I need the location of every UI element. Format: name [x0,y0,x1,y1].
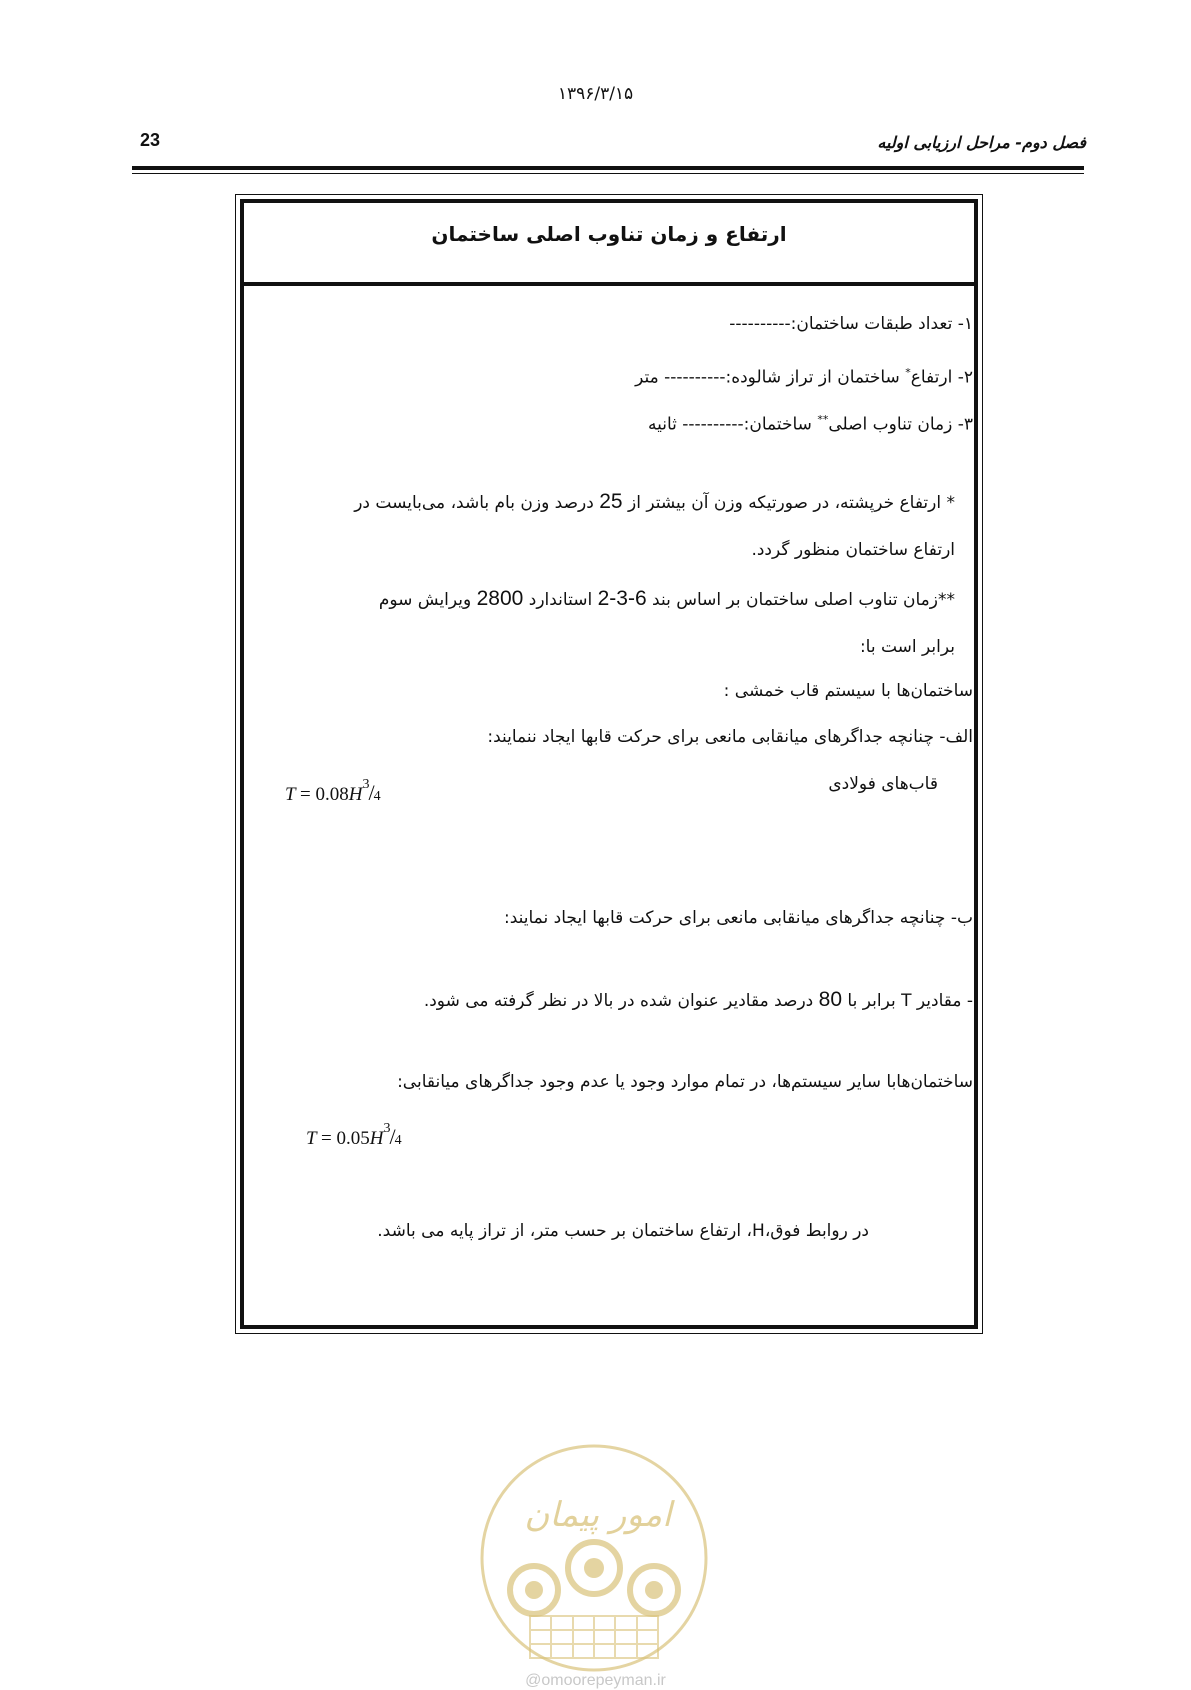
standard-number: 2800 [476,587,524,610]
item-period [648,406,973,439]
box-title: ارتفاع و زمان تناوب اصلی ساختمان [431,222,787,246]
item-text: تعداد طبقات ساختمان:---------- [729,314,953,334]
exponent-numerator: 3 [383,1121,391,1136]
title-divider [244,282,974,286]
moment-frames-heading: ساختمان‌ها با سیستم قاب خمشی : [723,681,973,701]
item-footnote-mark: ** [817,413,829,426]
values-percent: 80 [818,988,843,1011]
item-text: زمان تناوب اصلی [828,414,953,435]
item-text: ساختمان:---------- ثانیه [647,414,812,435]
chapter-heading: فصل دوم- مراحل ارزیابی اولیه [877,133,1086,152]
item-floor-count [729,310,973,338]
item-marker: ۳- [957,414,973,435]
exponent-numerator: 3 [362,777,370,792]
steel-frames-label: قاب‌های فولادی [828,774,938,794]
relations-note: در روابط فوق،H، ارتفاع ساختمان بر حسب متر، از تراز پایه می باشد. [377,1221,869,1241]
page-number: 23 [140,130,161,150]
case-a: الف- چنانچه جداگرهای میانقابی مانعی برای حرکت قابها ایجاد ننمایند: [487,727,973,747]
header-rule-thin [132,173,1084,174]
case-b: ب- چنانچه جداگرهای میانقابی مانعی برای حرکت قابها ایجاد نمایند: [503,908,973,928]
header-rule-thick [132,166,1084,170]
watermark-logo [476,1440,712,1676]
footnote-star: * [946,493,955,513]
footnote-star: ** [938,590,955,610]
exponent-denominator: 4 [373,789,381,804]
logo-lettering: امور پیمان [524,1495,672,1535]
item-building-height [635,359,973,392]
values-note: - مقادیر T برابر با 80 درصد مقادیر عنوان شده در بالا در نظر گرفته می شود. [423,988,973,1011]
footnote-penthouse: * ارتفاع خرپشته، در صورتیکه وزن آن بیشتر از 25 درصد وزن بام باشد، می‌بایست در ارتفاع ساختمان منظور گردد. [354,490,955,560]
item-marker: ۱- [957,314,973,334]
watermark-site: @omoorepeyman.ir [525,1672,666,1689]
item-text: ساختمان از تراز شالوده:---------- متر [635,367,900,388]
formula-steel-frames: $T = 0.08H^3/4$ [285,777,381,805]
other-systems-heading: ساختمان‌هابا سایر سیستم‌ها، در تمام موارد وجود یا عدم وجود جداگرهای میانقابی: [397,1072,973,1092]
at-icon: @ [525,1672,542,1689]
document-date: ۱۳۹۶/۳/۱۵ [557,84,634,104]
item-marker: ۲- [957,367,973,388]
item-footnote-mark: * [905,366,911,379]
item-text: ارتفاع [910,367,953,388]
penthouse-percent: 25 [599,490,623,513]
standard-clause: 2-3-6 [597,587,647,610]
footnote-period: **زمان تناوب اصلی ساختمان بر اساس بند 2-3-6 استاندارد 2800 ویرایش سوم برابر است با: [378,587,955,657]
formula-other-systems: $T = 0.05H^3/4$ [306,1121,402,1149]
exponent-denominator: 4 [394,1133,402,1148]
